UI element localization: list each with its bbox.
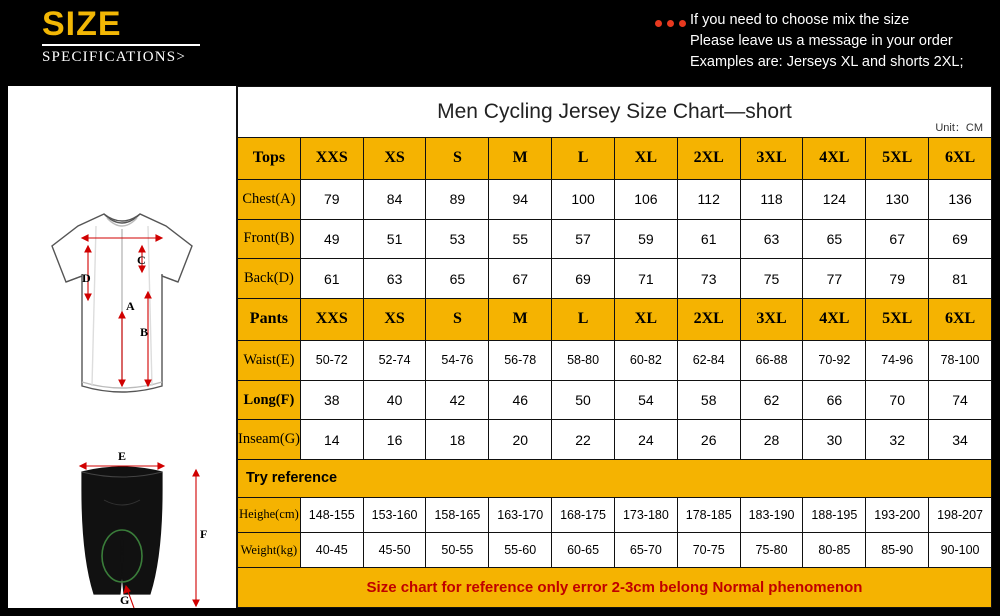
cell-front-10: 69 [929,219,992,259]
table-row [238,497,992,532]
tops-header-row [238,138,992,180]
cell-chest-2: 89 [426,179,489,219]
cell-front-9: 67 [866,219,929,259]
brand-title: SIZE [42,5,122,43]
try-reference-row [238,460,992,498]
size-col-1: XS [363,138,426,180]
brand-subtitle: SPECIFICATIONS> [42,49,186,65]
cell-weight-8: 80-85 [803,532,866,567]
cell-waist-7: 66-88 [740,340,803,380]
cell-chest-9: 130 [866,179,929,219]
size-table [237,86,992,608]
header-note-1: If you need to choose mix the size [690,12,910,28]
size-col-8: 4XL [803,138,866,180]
size-col-3: M [489,138,552,180]
cell-front-0: 49 [300,219,363,259]
row-label-weight: Weight(kg) [238,532,301,567]
cell-long-5: 54 [614,380,677,420]
size-col-9: 5XL [866,138,929,180]
cell-height-7: 183-190 [740,497,803,532]
cell-back-9: 79 [866,259,929,299]
cell-waist-6: 62-84 [677,340,740,380]
cell-height-5: 173-180 [614,497,677,532]
cell-chest-3: 94 [489,179,552,219]
cell-front-6: 61 [677,219,740,259]
cell-weight-0: 40-45 [300,532,363,567]
pants-size-col-7: 3XL [740,299,803,341]
cell-back-6: 73 [677,259,740,299]
pants-size-col-2: S [426,299,489,341]
cell-height-10: 198-207 [929,497,992,532]
chart-unit: Unit：CM [935,122,983,134]
cell-height-1: 153-160 [363,497,426,532]
pants-size-col-3: M [489,299,552,341]
footer-note-row [238,568,992,608]
size-col-4: L [552,138,615,180]
table-row [238,340,992,380]
label-C: C [137,253,146,267]
label-E: E [118,449,127,463]
size-col-6: 2XL [677,138,740,180]
row-label-chest: Chest(A) [238,179,301,219]
cell-back-0: 61 [300,259,363,299]
cell-front-8: 65 [803,219,866,259]
cell-inseam-6: 26 [677,420,740,460]
chart-title: Men Cycling Jersey Size Chart—short [437,100,792,123]
cell-back-8: 77 [803,259,866,299]
table-title-cell [238,87,992,138]
cell-height-0: 148-155 [300,497,363,532]
brand-badge [42,6,202,66]
cell-waist-1: 52-74 [363,340,426,380]
cell-waist-2: 54-76 [426,340,489,380]
cell-inseam-4: 22 [552,420,615,460]
table-row [238,420,992,460]
table-row [238,179,992,219]
size-col-7: 3XL [740,138,803,180]
cell-waist-0: 50-72 [300,340,363,380]
cell-weight-2: 50-55 [426,532,489,567]
size-col-0: XXS [300,138,363,180]
row-label-long: Long(F) [238,380,301,420]
cell-inseam-8: 30 [803,420,866,460]
cell-front-3: 55 [489,219,552,259]
row-label-back: Back(D) [238,259,301,299]
size-col-10: 6XL [929,138,992,180]
pants-size-col-4: L [552,299,615,341]
pants-size-col-10: 6XL [929,299,992,341]
cell-weight-10: 90-100 [929,532,992,567]
cell-front-1: 51 [363,219,426,259]
bullet-dots-icon [655,20,686,27]
cell-chest-8: 124 [803,179,866,219]
cell-waist-9: 74-96 [866,340,929,380]
cell-back-2: 65 [426,259,489,299]
cell-long-7: 62 [740,380,803,420]
size-col-5: XL [614,138,677,180]
cell-inseam-5: 24 [614,420,677,460]
cell-height-9: 193-200 [866,497,929,532]
pants-header-row [238,299,992,341]
cell-back-7: 75 [740,259,803,299]
brand-divider [42,44,200,46]
cell-weight-7: 75-80 [740,532,803,567]
cell-waist-10: 78-100 [929,340,992,380]
cell-weight-5: 65-70 [614,532,677,567]
cell-chest-10: 136 [929,179,992,219]
pants-size-col-6: 2XL [677,299,740,341]
cell-back-10: 81 [929,259,992,299]
row-label-front: Front(B) [238,219,301,259]
cell-front-2: 53 [426,219,489,259]
size-col-2: S [426,138,489,180]
cell-weight-1: 45-50 [363,532,426,567]
cell-long-8: 66 [803,380,866,420]
cell-long-2: 42 [426,380,489,420]
cell-inseam-3: 20 [489,420,552,460]
label-G: G [120,593,130,607]
label-F: F [200,527,208,541]
cell-long-1: 40 [363,380,426,420]
cell-long-6: 58 [677,380,740,420]
cell-front-5: 59 [614,219,677,259]
cell-long-0: 38 [300,380,363,420]
row-label-inseam: Inseam(G) [238,420,301,460]
cell-chest-0: 79 [300,179,363,219]
cell-height-2: 158-165 [426,497,489,532]
pants-size-col-5: XL [614,299,677,341]
pants-size-col-9: 5XL [866,299,929,341]
cell-chest-5: 106 [614,179,677,219]
cell-height-4: 168-175 [552,497,615,532]
cell-long-9: 70 [866,380,929,420]
cell-inseam-0: 14 [300,420,363,460]
row-label-height: Heighe(cm) [238,497,301,532]
cell-inseam-2: 18 [426,420,489,460]
cell-back-1: 63 [363,259,426,299]
pants-header: Pants [238,299,301,341]
table-row [238,380,992,420]
cell-inseam-1: 16 [363,420,426,460]
label-B: B [140,325,149,339]
cell-weight-9: 85-90 [866,532,929,567]
label-A: A [126,299,135,313]
cell-height-3: 163-170 [489,497,552,532]
cell-front-7: 63 [740,219,803,259]
cell-chest-7: 118 [740,179,803,219]
cell-back-4: 69 [552,259,615,299]
table-row [238,219,992,259]
header-bar [0,0,1000,78]
pants-size-col-8: 4XL [803,299,866,341]
cell-height-8: 188-195 [803,497,866,532]
cell-weight-6: 70-75 [677,532,740,567]
table-row [238,532,992,567]
cell-front-4: 57 [552,219,615,259]
size-table-wrapper [237,86,992,608]
header-note-2: Please leave us a message in your order [690,33,953,49]
garment-diagram-svg [8,86,236,608]
cell-inseam-10: 34 [929,420,992,460]
pants-size-col-1: XS [363,299,426,341]
cell-chest-4: 100 [552,179,615,219]
cell-back-5: 71 [614,259,677,299]
cell-long-10: 74 [929,380,992,420]
cell-inseam-7: 28 [740,420,803,460]
content-panel [8,86,992,608]
cell-waist-3: 56-78 [489,340,552,380]
cell-long-4: 50 [552,380,615,420]
footer-note: Size chart for reference only error 2-3cm belong Normal phenomenon [238,568,992,608]
cell-chest-6: 112 [677,179,740,219]
table-row [238,259,992,299]
cell-waist-4: 58-80 [552,340,615,380]
cell-back-3: 67 [489,259,552,299]
table-title-row [238,87,992,138]
header-note-3: Examples are: Jerseys XL and shorts 2XL; [690,54,964,70]
cell-height-6: 178-185 [677,497,740,532]
cell-weight-4: 60-65 [552,532,615,567]
tops-header: Tops [238,138,301,180]
cell-weight-3: 55-60 [489,532,552,567]
label-D: D [82,271,91,285]
cell-chest-1: 84 [363,179,426,219]
cell-waist-5: 60-82 [614,340,677,380]
header-notes [690,10,963,73]
try-reference-label: Try reference [238,460,992,498]
garment-illustration [8,86,237,608]
cell-inseam-9: 32 [866,420,929,460]
row-label-waist: Waist(E) [238,340,301,380]
cell-waist-8: 70-92 [803,340,866,380]
pants-size-col-0: XXS [300,299,363,341]
cell-long-3: 46 [489,380,552,420]
